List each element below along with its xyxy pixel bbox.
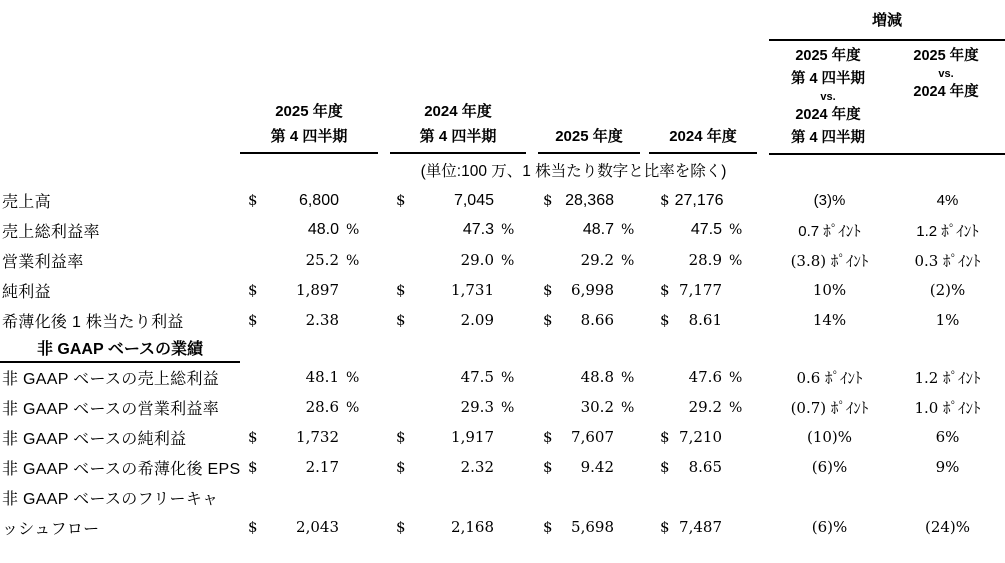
value-cell: [390, 512, 538, 542]
financial-results-table: [0, 2, 1005, 542]
change-cell: 14%: [812, 311, 847, 329]
column-gap: [757, 452, 769, 482]
change-cell: (10)%: [806, 428, 853, 446]
value-cell: [643, 482, 757, 512]
value-text: 29.2: [688, 398, 722, 416]
column-header-line: 第 4 四半期: [790, 71, 866, 87]
value-cell: [538, 392, 643, 422]
currency-prefix: $: [660, 190, 670, 209]
value-text: 28,368: [565, 191, 614, 209]
value-cell: [240, 482, 390, 512]
value-cell: [538, 305, 643, 335]
change-cell: 1%: [935, 311, 960, 329]
column-header-fy2024: [643, 2, 757, 154]
currency-prefix: $: [543, 518, 553, 536]
value-text: 2.38: [305, 311, 339, 329]
value-text: 6,800: [298, 191, 339, 209]
row-label: 売上総利益率: [2, 223, 100, 241]
value-cell: [643, 422, 757, 452]
currency-prefix: $: [660, 428, 670, 446]
value-text: 48.8: [580, 368, 614, 386]
column-header-fy2025-q4: [240, 2, 390, 154]
value-cell: [390, 452, 538, 482]
value-text: 1,897: [296, 281, 339, 299]
value-cell: [643, 305, 757, 335]
value-cell: [240, 305, 390, 335]
section-header: 非 GAAP ベースの業績: [0, 335, 240, 362]
value-suffix: %: [501, 222, 515, 238]
unit-note: (単位:100 万、1 株当たり数字と比率を除く): [420, 162, 727, 180]
column-header-line: 2025 年度: [913, 48, 979, 64]
change-cell: (3)%: [813, 191, 846, 209]
column-header-change-fy: [887, 41, 1005, 150]
change-group-title: 増減: [872, 12, 903, 29]
value-text: 29.3: [460, 398, 494, 416]
change-cell: [769, 482, 890, 512]
value-cell: [390, 185, 538, 215]
change-cell: 4%: [936, 191, 959, 209]
value-text: 8.61: [688, 311, 722, 329]
currency-prefix: $: [543, 190, 553, 209]
column-gap: [757, 215, 769, 245]
value-text: 2.09: [460, 311, 494, 329]
value-suffix: %: [346, 222, 360, 238]
change-cell: 1.2 ﾎﾟｲﾝﾄ: [916, 222, 979, 240]
currency-prefix: $: [248, 458, 258, 476]
column-header-line: 第 4 四半期: [419, 128, 497, 145]
value-suffix: %: [729, 370, 743, 386]
row-label: 純利益: [2, 283, 51, 301]
value-suffix: %: [729, 253, 743, 269]
value-cell: [643, 392, 757, 422]
value-cell: [240, 392, 390, 422]
value-text: 2.32: [460, 458, 494, 476]
value-text: 47.5: [690, 221, 722, 238]
change-cell: 9%: [935, 458, 960, 476]
column-header-line: 2024 年度: [913, 84, 979, 100]
value-text: 7,210: [679, 428, 722, 446]
change-cell: [890, 482, 1005, 512]
table-row: [0, 512, 1005, 542]
value-text: 28.6: [305, 398, 339, 416]
value-text: 27,176: [674, 191, 724, 209]
value-text: 5,698: [571, 518, 614, 536]
currency-prefix: $: [396, 518, 406, 536]
change-cell: 1.0 ﾎﾟｲﾝﾄ: [914, 398, 981, 417]
change-cell: 6%: [935, 428, 960, 446]
value-text: 29.2: [580, 251, 614, 269]
value-cell: [538, 362, 643, 392]
value-cell: [240, 245, 390, 275]
value-text: 2,168: [451, 518, 494, 536]
value-text: 47.3: [462, 221, 494, 238]
row-label: 非 GAAP ベースの営業利益率: [2, 400, 220, 418]
currency-prefix: $: [660, 518, 670, 536]
table-row: [0, 185, 1005, 215]
value-text: 7,607: [571, 428, 614, 446]
currency-prefix: $: [396, 428, 406, 446]
table-row: [0, 245, 1005, 275]
column-gap: [757, 275, 769, 305]
value-suffix: %: [346, 370, 360, 386]
value-text: 48.1: [305, 368, 339, 386]
value-text: 28.9: [688, 251, 722, 269]
column-gap: [757, 362, 769, 392]
value-cell: [643, 512, 757, 542]
column-header-change-q4: [769, 41, 887, 150]
change-cell: (3.8) ﾎﾟｲﾝﾄ: [790, 251, 869, 270]
currency-prefix: $: [660, 281, 670, 299]
row-label: 売上高: [2, 193, 51, 211]
value-text: 1,732: [296, 428, 339, 446]
value-cell: [538, 245, 643, 275]
value-text: 7,177: [679, 281, 722, 299]
table-row: [0, 305, 1005, 335]
value-cell: [390, 392, 538, 422]
column-header-line: 2024 年度: [795, 107, 861, 123]
value-cell: [240, 275, 390, 305]
column-header-text: [538, 124, 640, 154]
header-row: [0, 2, 1005, 154]
value-cell: [538, 452, 643, 482]
section-row: [0, 335, 1005, 362]
column-header-line: 2024 年度: [424, 103, 492, 120]
value-cell: [390, 275, 538, 305]
value-text: 6,998: [571, 281, 614, 299]
value-cell: [390, 482, 538, 512]
change-column-group: [769, 2, 1005, 154]
column-header-fy2025: [538, 2, 643, 154]
value-cell: [538, 185, 643, 215]
value-text: 1,917: [451, 428, 494, 446]
change-subheaders: [769, 41, 1005, 153]
value-cell: [538, 275, 643, 305]
change-cell: 1.2 ﾎﾟｲﾝﾄ: [914, 368, 981, 387]
column-gap: [757, 2, 769, 154]
value-text: 30.2: [580, 398, 614, 416]
value-cell: [643, 245, 757, 275]
column-header-fy2024-q4: [390, 2, 538, 154]
value-cell: [240, 452, 390, 482]
value-cell: [390, 422, 538, 452]
value-cell: [240, 185, 390, 215]
value-text: 48.0: [307, 221, 339, 238]
change-cell: (2)%: [929, 281, 966, 299]
change-cell: (0.7) ﾎﾟｲﾝﾄ: [790, 398, 869, 417]
value-text: 47.5: [460, 368, 494, 386]
unit-note-row: [0, 154, 1005, 185]
currency-prefix: $: [543, 281, 553, 299]
column-header-line: 2025 年度: [555, 128, 623, 145]
value-cell: [643, 275, 757, 305]
column-header-line: vs.: [820, 91, 836, 103]
change-cell: 0.7 ﾎﾟｲﾝﾄ: [798, 222, 861, 240]
table-row: [0, 362, 1005, 392]
column-header-text: [240, 99, 378, 154]
column-gap: [757, 482, 769, 512]
change-cell: 0.6 ﾎﾟｲﾝﾄ: [796, 368, 863, 387]
currency-prefix: $: [396, 311, 406, 329]
value-cell: [538, 512, 643, 542]
value-cell: [538, 422, 643, 452]
column-header-line: 2025 年度: [795, 48, 861, 64]
row-label: ッシュフロー: [2, 520, 100, 538]
value-suffix: %: [501, 400, 515, 416]
value-suffix: %: [729, 400, 743, 416]
value-cell: [538, 482, 643, 512]
column-header-text: [390, 99, 526, 154]
row-label: 非 GAAP ベースの希薄化後 EPS: [2, 460, 241, 478]
value-suffix: %: [621, 400, 635, 416]
value-cell: [390, 215, 538, 245]
currency-prefix: $: [660, 458, 670, 476]
currency-prefix: $: [543, 458, 553, 476]
currency-prefix: $: [248, 518, 258, 536]
column-header-line: 2025 年度: [275, 103, 343, 120]
value-text: 7,487: [679, 518, 722, 536]
change-cell: (6)%: [811, 518, 848, 536]
column-gap: [757, 245, 769, 275]
table-row: [0, 275, 1005, 305]
currency-prefix: $: [248, 190, 258, 209]
currency-prefix: $: [248, 428, 258, 446]
value-cell: [643, 362, 757, 392]
column-header-line: vs.: [938, 68, 954, 80]
currency-prefix: $: [543, 428, 553, 446]
value-text: 25.2: [305, 251, 339, 269]
change-cell: (6)%: [811, 458, 848, 476]
column-header-line: 第 4 四半期: [790, 130, 866, 146]
column-gap: [757, 185, 769, 215]
value-suffix: %: [621, 253, 635, 269]
table-row: [0, 482, 1005, 512]
currency-prefix: $: [396, 190, 406, 209]
value-text: 47.6: [688, 368, 722, 386]
value-text: 2.17: [305, 458, 339, 476]
row-label: 非 GAAP ベースのフリーキャ: [2, 490, 219, 508]
table-row: [0, 452, 1005, 482]
row-label: 非 GAAP ベースの売上総利益: [2, 371, 220, 388]
value-cell: [390, 245, 538, 275]
value-suffix: %: [346, 253, 360, 269]
value-text: 48.7: [582, 221, 614, 238]
table-row: [0, 215, 1005, 245]
value-text: 1,731: [451, 281, 494, 299]
row-label: 希薄化後 1 株当たり利益: [2, 313, 184, 331]
value-cell: [390, 305, 538, 335]
value-suffix: %: [729, 222, 743, 238]
column-header-line: 第 4 四半期: [270, 128, 348, 145]
column-gap: [757, 305, 769, 335]
value-cell: [538, 215, 643, 245]
value-text: 29.0: [460, 251, 494, 269]
value-cell: [390, 362, 538, 392]
value-cell: [240, 512, 390, 542]
value-cell: [643, 452, 757, 482]
table-row: [0, 422, 1005, 452]
value-suffix: %: [346, 400, 360, 416]
value-text: 8.66: [580, 311, 614, 329]
row-label: 営業利益率: [2, 253, 84, 271]
column-header-text: [649, 124, 757, 154]
value-cell: [240, 215, 390, 245]
column-gap: [757, 512, 769, 542]
column-gap: [757, 422, 769, 452]
value-suffix: %: [501, 370, 515, 386]
currency-prefix: $: [248, 281, 258, 299]
value-suffix: %: [621, 370, 635, 386]
currency-prefix: $: [396, 458, 406, 476]
section-row-filler: [240, 335, 1005, 362]
currency-prefix: $: [396, 281, 406, 299]
value-text: 2,043: [296, 518, 339, 536]
value-cell: [240, 362, 390, 392]
value-cell: [643, 185, 757, 215]
column-gap: [757, 392, 769, 422]
value-suffix: %: [621, 222, 635, 238]
currency-prefix: $: [248, 311, 258, 329]
change-cell: 10%: [812, 281, 847, 299]
label-column-header: [0, 2, 240, 154]
value-cell: [240, 422, 390, 452]
row-label: 非 GAAP ベースの純利益: [2, 430, 187, 448]
value-suffix: %: [501, 253, 515, 269]
value-text: 9.42: [580, 458, 614, 476]
currency-prefix: $: [543, 311, 553, 329]
change-cell: 0.3 ﾎﾟｲﾝﾄ: [914, 251, 981, 270]
value-text: 7,045: [453, 191, 494, 209]
change-cell: (24)%: [924, 518, 971, 536]
value-cell: [643, 215, 757, 245]
currency-prefix: $: [660, 311, 670, 329]
column-header-line: 2024 年度: [669, 128, 737, 145]
value-text: 8.65: [688, 458, 722, 476]
table-row: [0, 392, 1005, 422]
change-group-rule: [769, 9, 1005, 41]
